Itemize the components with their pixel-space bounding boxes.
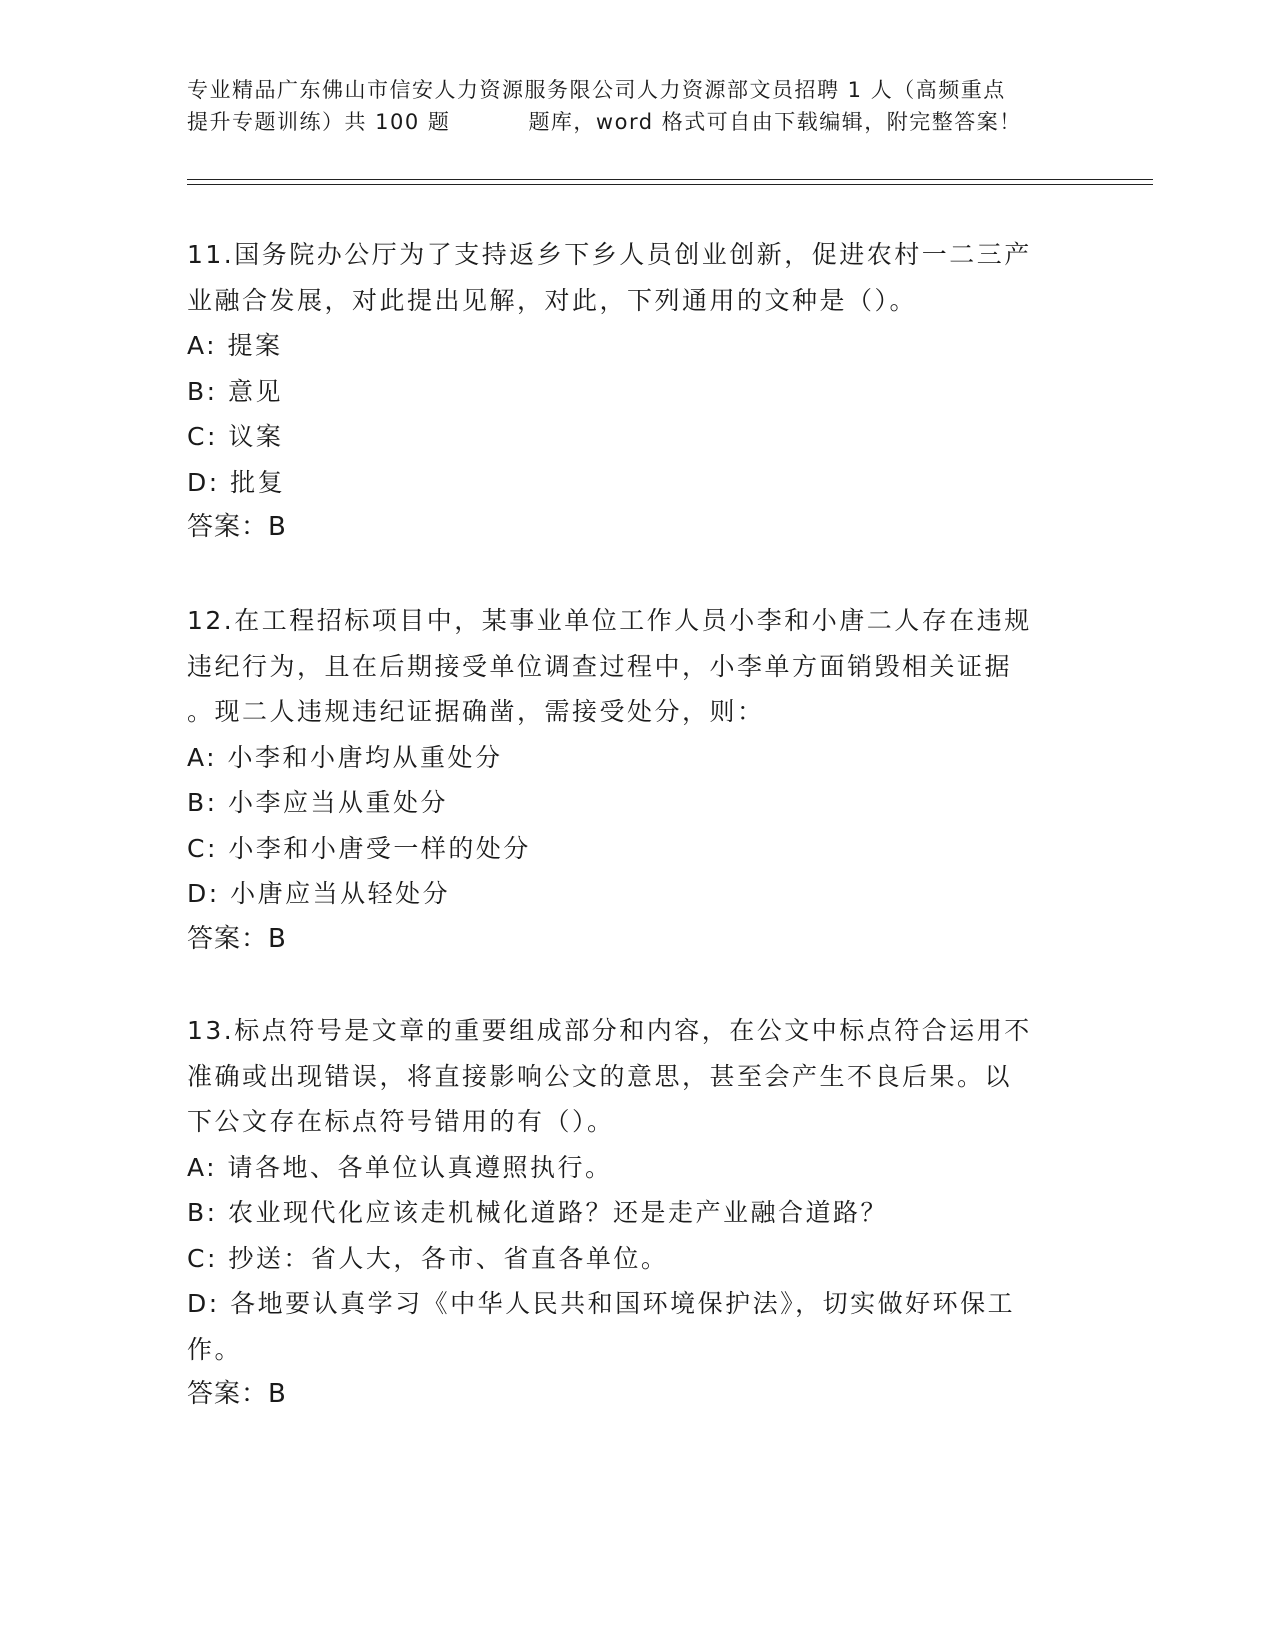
- option-c: [187, 414, 1087, 460]
- option-text: 小李和小唐均从重处分: [227, 742, 503, 772]
- option-letter: B:: [187, 788, 218, 817]
- header-line-2-left: 提升专题训练）共 100 题: [187, 110, 451, 134]
- option-b: [187, 369, 1087, 415]
- option-letter: C:: [187, 833, 218, 863]
- option-a: [187, 323, 1087, 369]
- option-letter: D:: [187, 879, 220, 908]
- option-letter: B:: [187, 1198, 218, 1227]
- question-12: [187, 598, 1087, 962]
- question-stem-line: 下公文存在标点符号错用的有（）。: [187, 1107, 615, 1136]
- option-text: 抄送：省人大，各市、省直各单位。: [228, 1243, 669, 1273]
- option-c: [187, 1236, 1087, 1282]
- option-text: 批复: [230, 467, 286, 497]
- option-letter: A:: [187, 1152, 218, 1182]
- option-text: 各地要认真学习《中华人民共和国环境保护法》，切实做好环保工: [230, 1289, 1016, 1318]
- option-letter: C:: [187, 422, 218, 451]
- option-text: 请各地、各单位认真遵照执行。: [227, 1152, 613, 1182]
- page-header: [187, 74, 1087, 138]
- answer-label: 答案：B: [187, 512, 287, 542]
- option-text: 议案: [228, 422, 284, 451]
- option-text: 农业现代化应该走机械化道路？还是走产业融合道路？: [228, 1198, 889, 1227]
- option-a: [187, 735, 1087, 781]
- header-line-2: [187, 106, 1087, 138]
- option-d: [187, 460, 1087, 506]
- option-d: [187, 871, 1087, 917]
- option-text: 小李应当从重处分: [228, 788, 449, 817]
- option-text: 提案: [227, 331, 283, 360]
- question-13: [187, 1008, 1087, 1418]
- option-letter: D:: [187, 467, 220, 497]
- question-stem-line: 12.在工程招标项目中，某事业单位工作人员小李和小唐二人存在违规: [187, 606, 1032, 635]
- option-c: [187, 826, 1087, 872]
- option-text: 小李和小唐受一样的处分: [228, 833, 531, 863]
- question-stem-line: 业融合发展，对此提出见解，对此，下列通用的文种是（）。: [187, 285, 918, 315]
- option-b: [187, 1190, 1087, 1236]
- option-letter: D:: [187, 1289, 220, 1318]
- option-text: 意见: [228, 376, 284, 406]
- header-line-1: 专业精品广东佛山市信安人力资源服务限公司人力资源部文员招聘 1 人（高频重点: [187, 78, 1006, 102]
- question-stem-line: 。现二人违规违纪证据确凿，需接受处分，则：: [187, 697, 765, 726]
- option-letter: A:: [187, 742, 218, 772]
- question-stem-line: 准确或出现错误，将直接影响公文的意思，甚至会产生不良后果。以: [187, 1061, 1013, 1091]
- option-a: [187, 1145, 1087, 1191]
- option-letter: C:: [187, 1243, 218, 1273]
- question-11: [187, 232, 1087, 551]
- answer-label: 答案：B: [187, 923, 287, 954]
- header-divider-top: [187, 179, 1153, 180]
- header-divider-bottom: [187, 184, 1153, 185]
- option-text: 小唐应当从轻处分: [230, 879, 451, 908]
- header-line-2-right: 题库，word 格式可自由下载编辑，附完整答案！: [528, 110, 1022, 134]
- question-stem-line: 11.国务院办公厅为了支持返乡下乡人员创业创新，促进农村一二三产: [187, 240, 1032, 269]
- option-d-continuation: 作。: [187, 1334, 243, 1364]
- option-letter: B:: [187, 376, 218, 406]
- option-d: [187, 1281, 1087, 1327]
- question-stem-line: 13.标点符号是文章的重要组成部分和内容，在公文中标点符合运用不: [187, 1016, 1032, 1045]
- option-letter: A:: [187, 331, 218, 360]
- question-stem-line: 违纪行为，且在后期接受单位调查过程中，小李单方面销毁相关证据: [187, 651, 1013, 681]
- option-b: [187, 780, 1087, 826]
- answer-label: 答案：B: [187, 1379, 287, 1409]
